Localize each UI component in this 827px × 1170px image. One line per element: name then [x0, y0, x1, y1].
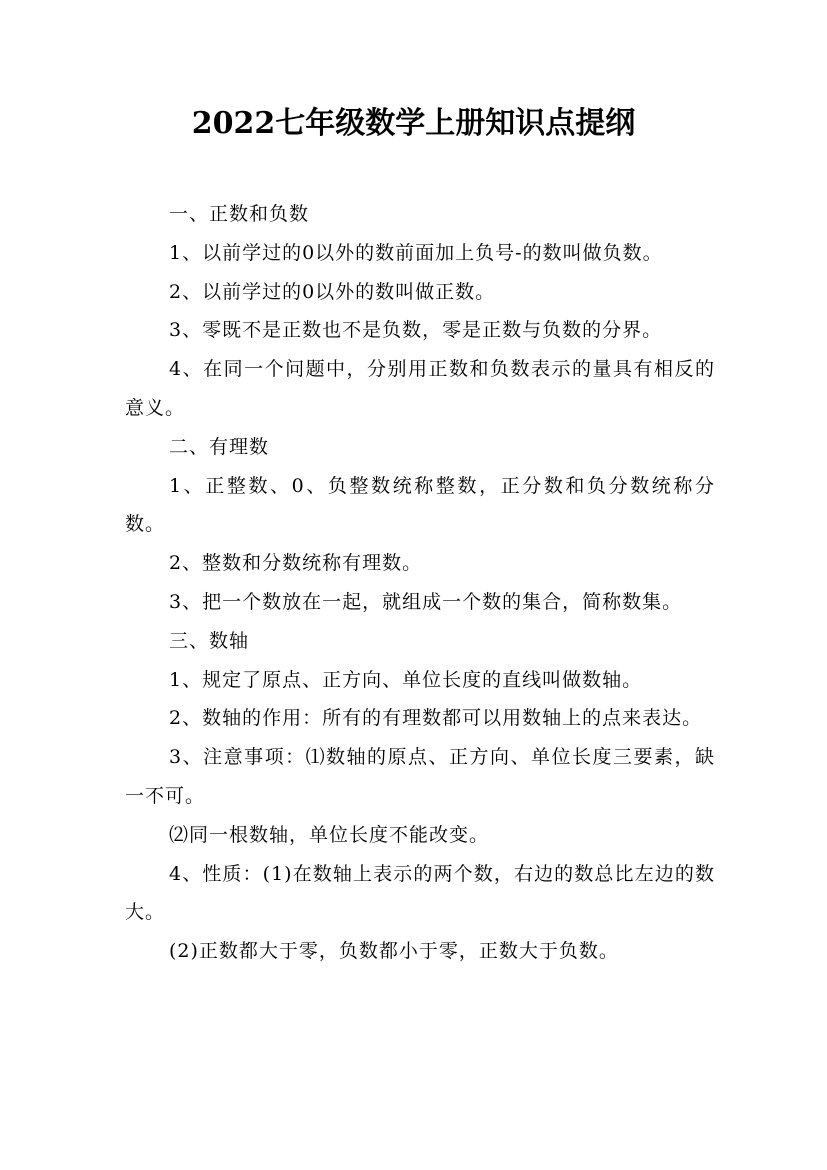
section-heading: 二、有理数 — [169, 435, 270, 458]
section-heading: 三、数轴 — [169, 629, 250, 652]
paragraph: 4、性质：(1)在数轴上表示的两个数，右边的数总比左边的数大。 — [125, 862, 715, 924]
paragraph: 1、正整数、0、负整数统称整数，正分数和负分数统称分数。 — [125, 474, 715, 536]
paragraph: 4、在同一个问题中，分别用正数和负数表示的量具有相反的意义。 — [125, 358, 715, 419]
paragraph: 3、把一个数放在一起，就组成一个数的集合，简称数集。 — [169, 590, 683, 613]
paragraph: 1、以前学过的0以外的数前面加上负号-的数叫做负数。 — [169, 241, 663, 264]
paragraph: 3、注意事项：⑴数轴的原点、正方向、单位长度三要素，缺一不可。 — [125, 746, 715, 807]
paragraph: 2、整数和分数统称有理数。 — [169, 552, 423, 575]
paragraph: 1、规定了原点、正方向、单位长度的直线叫做数轴。 — [169, 668, 643, 691]
paragraph: 3、零既不是正数也不是负数，零是正数与负数的分界。 — [169, 319, 663, 342]
paragraph: (2)正数都大于零，负数都小于零，正数大于负数。 — [169, 940, 619, 963]
section-heading: 一、正数和负数 — [169, 203, 310, 225]
document-title: 2022七年级数学上册知识点提纲 — [191, 106, 636, 141]
paragraph: 2、以前学过的0以外的数叫做正数。 — [169, 280, 496, 303]
paragraph: ⑵同一根数轴，单位长度不能改变。 — [169, 823, 490, 846]
document-body — [125, 195, 715, 971]
paragraph: 2、数轴的作用：所有的有理数都可以用数轴上的点来表达。 — [169, 707, 703, 730]
